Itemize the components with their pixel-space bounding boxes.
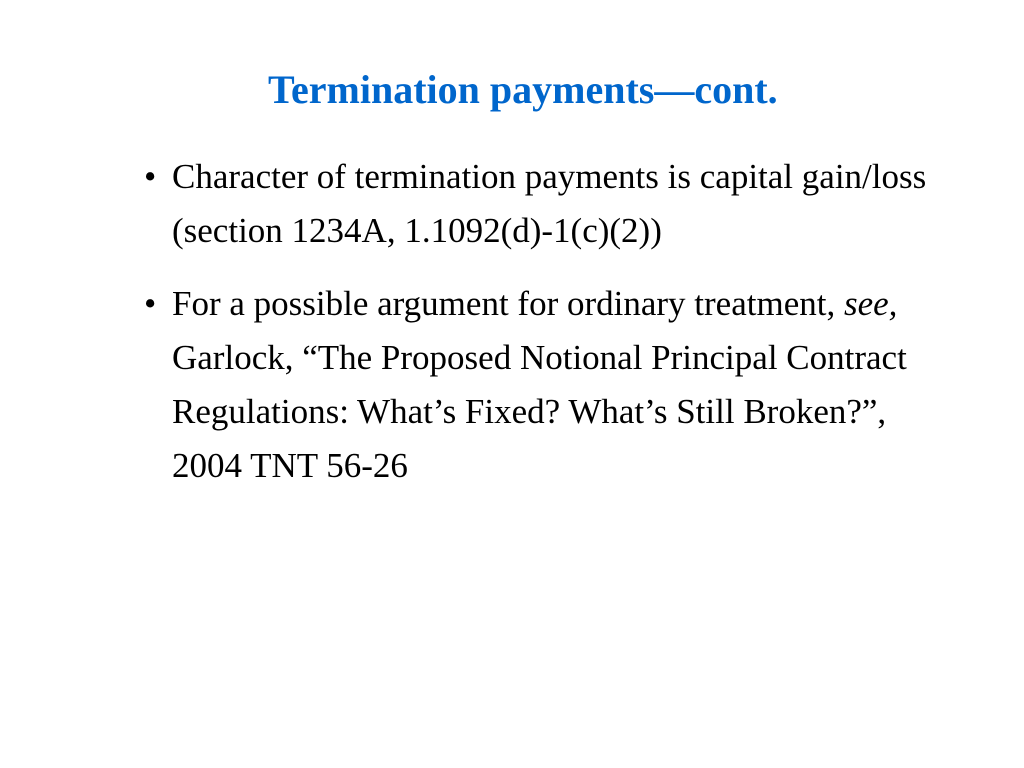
bullet-item-capital-gain <box>140 150 940 258</box>
slide-title: Termination payments—cont. <box>268 67 778 112</box>
bullet-item-ordinary-treatment <box>140 277 940 493</box>
bullet-emphasis-see: see, <box>843 284 898 323</box>
bullet-text-after: Garlock, “The Proposed Notional Principal Contract Regulations: What’s Fixed? What’s Still Broken?”, 2004 TNT 56-26 <box>172 338 907 485</box>
bullet-marker: • <box>144 157 157 196</box>
bullet-list <box>140 150 940 512</box>
bullet-marker: • <box>144 284 157 323</box>
bullet-text: Character of termination payments is capital gain/loss (section 1234A, 1.1092(d)-1(c)(2)) <box>172 157 927 250</box>
bullet-text-before: For a possible argument for ordinary treatment, <box>172 284 844 323</box>
